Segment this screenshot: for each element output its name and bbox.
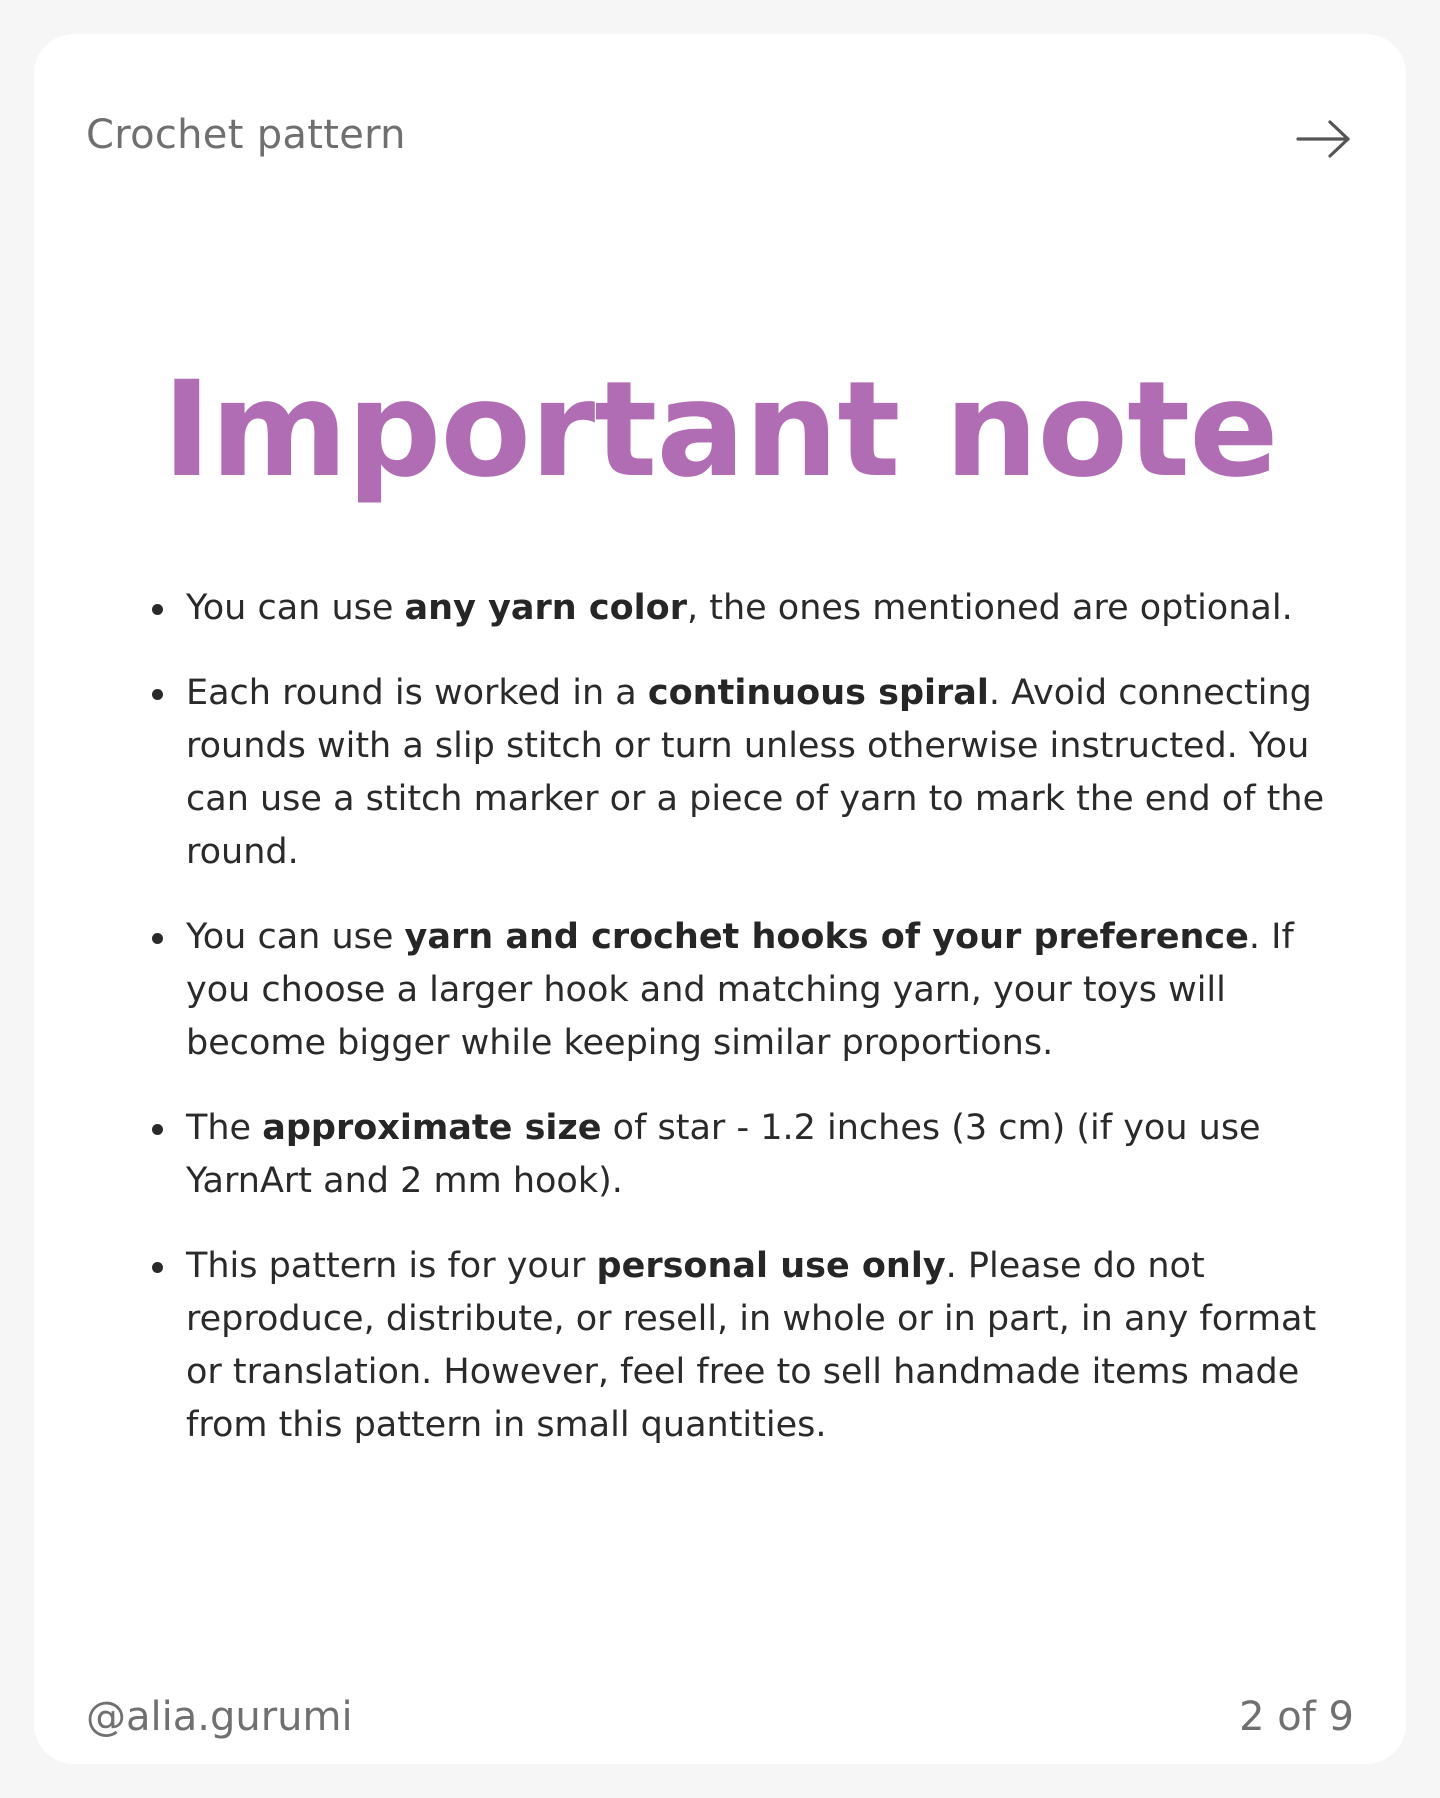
note-text: You can use: [186, 917, 405, 957]
note-text: of star - 1.2 inches (3 cm) (if you use YarnArt and 2 mm hook).: [186, 1108, 1261, 1201]
note-text: This pattern is for your: [186, 1246, 597, 1286]
note-text: . If you choose a larger hook and matching yarn, your toys will become bigger while keeping similar proportions.: [186, 917, 1294, 1063]
note-emphasis: yarn and crochet hooks of your preference: [404, 917, 1249, 957]
notes-list: [186, 582, 1334, 1484]
page-title: Important note: [162, 353, 1278, 507]
note-item: [186, 1240, 1334, 1452]
note-emphasis: personal use only: [596, 1246, 946, 1286]
note-emphasis: continuous spiral: [647, 673, 989, 713]
author-handle: @alia.gurumi: [86, 1694, 353, 1740]
note-text: , the ones mentioned are optional.: [686, 588, 1293, 628]
note-text: . Please do not reproduce, distribute, or resell, in whole or in part, in any format or translation. However, feel free to sell handmade items made from this pattern in small quantities.: [186, 1246, 1317, 1445]
note-item: [186, 1102, 1334, 1208]
header-label: Crochet pattern: [86, 112, 406, 158]
note-text: The: [186, 1108, 263, 1148]
note-item: [186, 911, 1334, 1070]
bullet-icon: [152, 933, 163, 944]
arrow-right-icon[interactable]: [1294, 114, 1354, 164]
bullet-icon: [152, 1262, 163, 1273]
bullet-icon: [152, 689, 163, 700]
bullet-icon: [152, 604, 163, 615]
note-emphasis: any yarn color: [404, 588, 687, 628]
note-item: [186, 667, 1334, 879]
bullet-icon: [152, 1124, 163, 1135]
note-text: You can use: [186, 588, 405, 628]
page-indicator: 2 of 9: [1239, 1694, 1354, 1740]
note-text: . Avoid connecting rounds with a slip stitch or turn unless otherwise instructed. You can use a stitch marker or a piece of yarn to mark the end of the round.: [186, 673, 1325, 872]
note-emphasis: approximate size: [262, 1108, 602, 1148]
note-item: [186, 582, 1334, 635]
page-card: [34, 34, 1406, 1764]
note-text: Each round is worked in a: [186, 673, 648, 713]
